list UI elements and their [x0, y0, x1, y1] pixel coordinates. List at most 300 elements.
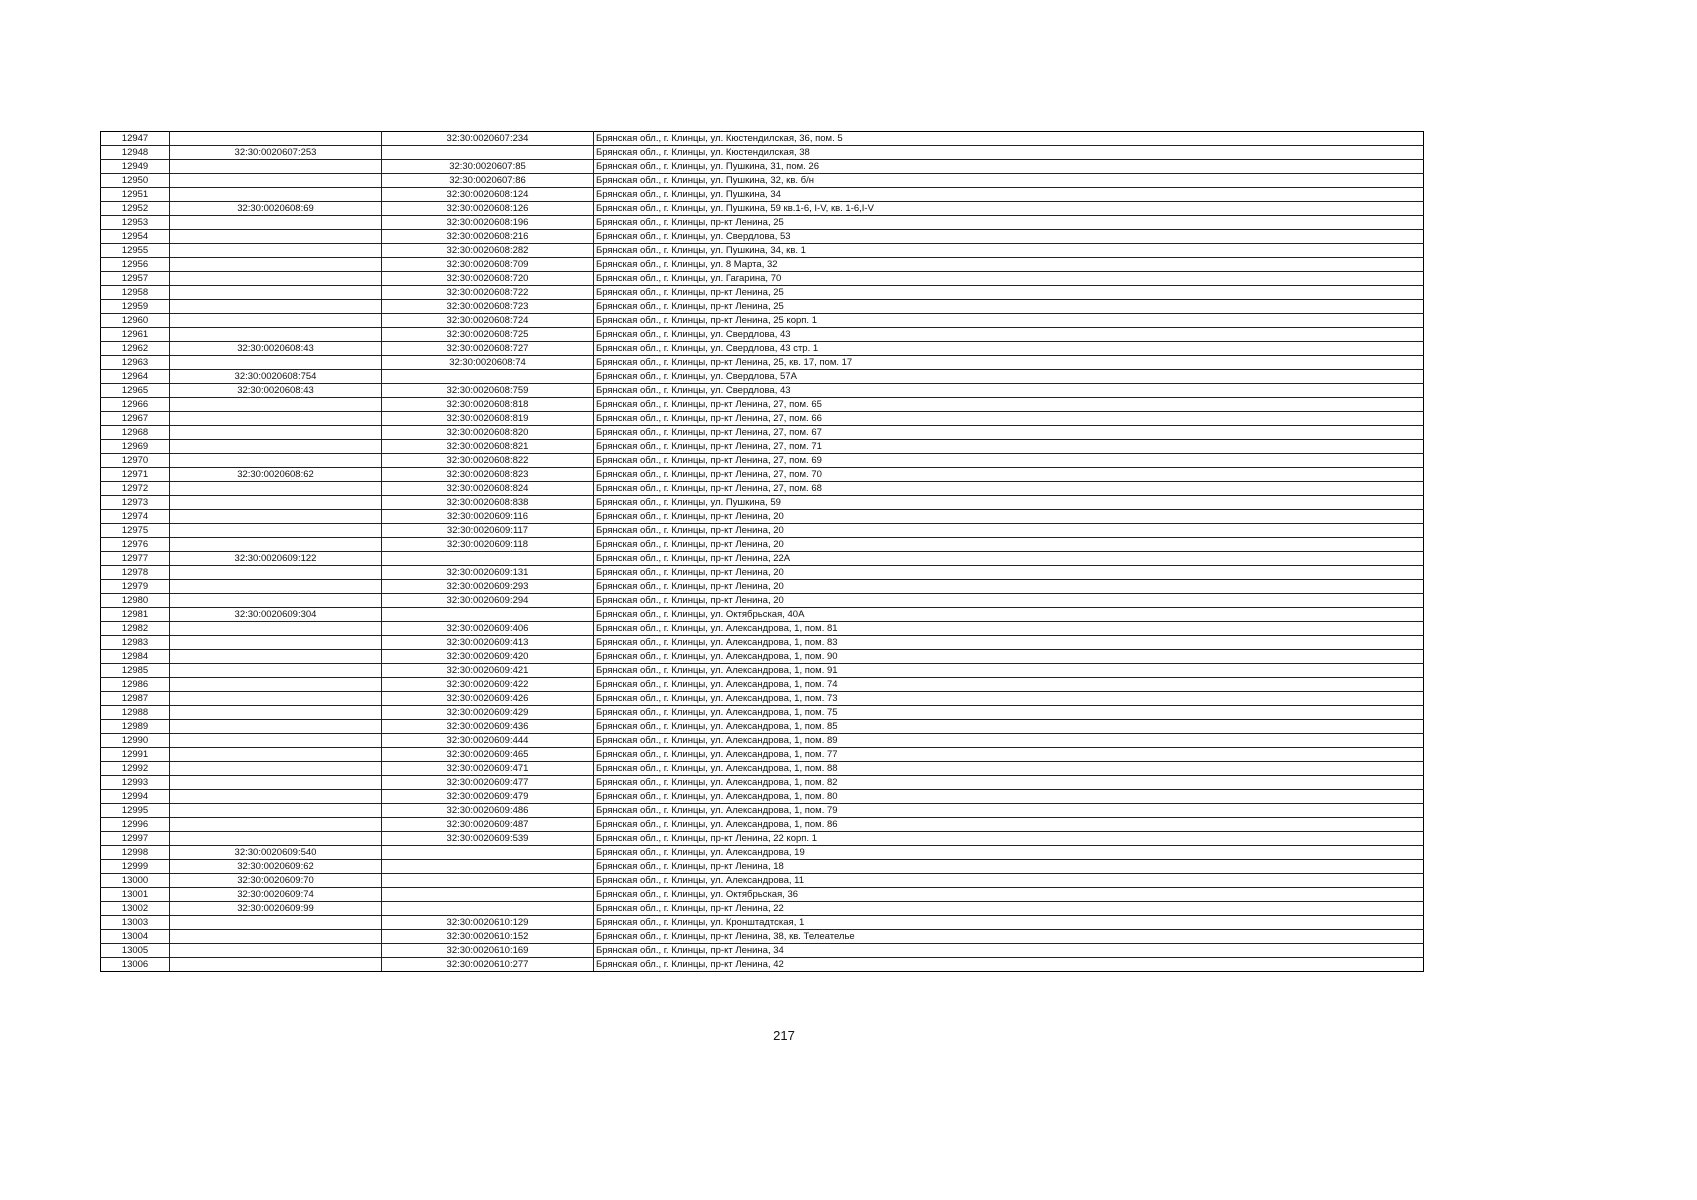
table-row [101, 734, 1424, 748]
parcel-number-cell [170, 188, 382, 202]
row-number-cell: 12965 [101, 384, 170, 398]
row-number-cell: 12994 [101, 790, 170, 804]
object-number-cell: 32:30:0020608:819 [382, 412, 594, 426]
parcel-number-cell [170, 832, 382, 846]
address-cell: Брянская обл., г. Клинцы, ул. Гагарина, 70 [594, 272, 1424, 286]
row-number-cell: 12957 [101, 272, 170, 286]
table-row [101, 342, 1424, 356]
table-row [101, 384, 1424, 398]
table-row [101, 160, 1424, 174]
object-number-cell: 32:30:0020608:725 [382, 328, 594, 342]
parcel-number-cell [170, 216, 382, 230]
table-row [101, 538, 1424, 552]
row-number-cell: 12948 [101, 146, 170, 160]
row-number-cell: 12986 [101, 678, 170, 692]
parcel-number-cell [170, 272, 382, 286]
table-row [101, 412, 1424, 426]
object-number-cell: 32:30:0020608:709 [382, 258, 594, 272]
address-cell: Брянская обл., г. Клинцы, пр-кт Ленина, 27, пом. 68 [594, 482, 1424, 496]
table-row [101, 132, 1424, 146]
table-row [101, 706, 1424, 720]
table-row [101, 762, 1424, 776]
parcel-number-cell [170, 762, 382, 776]
object-number-cell: 32:30:0020609:436 [382, 720, 594, 734]
parcel-number-cell: 32:30:0020608:754 [170, 370, 382, 384]
object-number-cell [382, 874, 594, 888]
address-cell: Брянская обл., г. Клинцы, пр-кт Ленина, 34 [594, 944, 1424, 958]
parcel-number-cell: 32:30:0020609:304 [170, 608, 382, 622]
address-cell: Брянская обл., г. Клинцы, ул. Александрова, 1, пом. 89 [594, 734, 1424, 748]
parcel-number-cell [170, 524, 382, 538]
address-cell: Брянская обл., г. Клинцы, ул. Кронштадтская, 1 [594, 916, 1424, 930]
address-cell: Брянская обл., г. Клинцы, ул. Александрова, 1, пом. 75 [594, 706, 1424, 720]
parcel-number-cell [170, 230, 382, 244]
parcel-number-cell [170, 692, 382, 706]
row-number-cell: 12979 [101, 580, 170, 594]
parcel-number-cell [170, 734, 382, 748]
object-number-cell: 32:30:0020610:152 [382, 930, 594, 944]
row-number-cell: 12976 [101, 538, 170, 552]
object-number-cell: 32:30:0020608:720 [382, 272, 594, 286]
object-number-cell: 32:30:0020609:116 [382, 510, 594, 524]
address-cell: Брянская обл., г. Клинцы, ул. Пушкина, 34, кв. 1 [594, 244, 1424, 258]
object-number-cell: 32:30:0020608:822 [382, 454, 594, 468]
row-number-cell: 12985 [101, 664, 170, 678]
row-number-cell: 12995 [101, 804, 170, 818]
parcel-number-cell [170, 776, 382, 790]
row-number-cell: 12955 [101, 244, 170, 258]
row-number-cell: 12997 [101, 832, 170, 846]
parcel-number-cell [170, 314, 382, 328]
parcel-number-cell [170, 300, 382, 314]
address-cell: Брянская обл., г. Клинцы, ул. Октябрьская, 40А [594, 608, 1424, 622]
address-cell: Брянская обл., г. Клинцы, ул. Александрова, 1, пом. 80 [594, 790, 1424, 804]
row-number-cell: 12980 [101, 594, 170, 608]
row-number-cell: 12975 [101, 524, 170, 538]
row-number-cell: 12952 [101, 202, 170, 216]
table-row [101, 636, 1424, 650]
row-number-cell: 12950 [101, 174, 170, 188]
row-number-cell: 12960 [101, 314, 170, 328]
address-cell: Брянская обл., г. Клинцы, ул. Александрова, 11 [594, 874, 1424, 888]
row-number-cell: 12970 [101, 454, 170, 468]
registry-table [100, 131, 1424, 972]
address-cell: Брянская обл., г. Клинцы, пр-кт Ленина, 27, пом. 66 [594, 412, 1424, 426]
table-row [101, 356, 1424, 370]
table-row [101, 202, 1424, 216]
object-number-cell: 32:30:0020608:838 [382, 496, 594, 510]
row-number-cell: 13004 [101, 930, 170, 944]
table-row [101, 496, 1424, 510]
parcel-number-cell [170, 720, 382, 734]
address-cell: Брянская обл., г. Клинцы, пр-кт Ленина, 22А [594, 552, 1424, 566]
object-number-cell: 32:30:0020608:818 [382, 398, 594, 412]
parcel-number-cell: 32:30:0020607:253 [170, 146, 382, 160]
parcel-number-cell [170, 496, 382, 510]
row-number-cell: 12969 [101, 440, 170, 454]
row-number-cell: 12987 [101, 692, 170, 706]
object-number-cell: 32:30:0020609:294 [382, 594, 594, 608]
row-number-cell: 12956 [101, 258, 170, 272]
address-cell: Брянская обл., г. Клинцы, ул. Кюстендилская, 36, пом. 5 [594, 132, 1424, 146]
address-cell: Брянская обл., г. Клинцы, пр-кт Ленина, 38, кв. Телеателье [594, 930, 1424, 944]
table-row [101, 776, 1424, 790]
table-row [101, 678, 1424, 692]
parcel-number-cell: 32:30:0020608:69 [170, 202, 382, 216]
row-number-cell: 12947 [101, 132, 170, 146]
table-row [101, 468, 1424, 482]
address-cell: Брянская обл., г. Клинцы, пр-кт Ленина, 20 [594, 580, 1424, 594]
object-number-cell: 32:30:0020610:129 [382, 916, 594, 930]
object-number-cell: 32:30:0020610:277 [382, 958, 594, 972]
object-number-cell: 32:30:0020609:421 [382, 664, 594, 678]
object-number-cell [382, 370, 594, 384]
address-cell: Брянская обл., г. Клинцы, ул. Александрова, 1, пом. 79 [594, 804, 1424, 818]
address-cell: Брянская обл., г. Клинцы, пр-кт Ленина, 27, пом. 70 [594, 468, 1424, 482]
parcel-number-cell [170, 580, 382, 594]
address-cell: Брянская обл., г. Клинцы, ул. Александрова, 1, пом. 74 [594, 678, 1424, 692]
table-row [101, 916, 1424, 930]
parcel-number-cell [170, 174, 382, 188]
object-number-cell: 32:30:0020610:169 [382, 944, 594, 958]
address-cell: Брянская обл., г. Клинцы, пр-кт Ленина, 25 [594, 216, 1424, 230]
registry-table-body [101, 132, 1424, 972]
object-number-cell [382, 888, 594, 902]
row-number-cell: 13006 [101, 958, 170, 972]
address-cell: Брянская обл., г. Клинцы, ул. Свердлова, 57А [594, 370, 1424, 384]
object-number-cell: 32:30:0020609:406 [382, 622, 594, 636]
parcel-number-cell [170, 398, 382, 412]
address-cell: Брянская обл., г. Клинцы, пр-кт Ленина, 18 [594, 860, 1424, 874]
row-number-cell: 12951 [101, 188, 170, 202]
object-number-cell: 32:30:0020608:724 [382, 314, 594, 328]
row-number-cell: 13002 [101, 902, 170, 916]
address-cell: Брянская обл., г. Клинцы, ул. Александрова, 1, пом. 73 [594, 692, 1424, 706]
address-cell: Брянская обл., г. Клинцы, ул. Октябрьская, 36 [594, 888, 1424, 902]
object-number-cell: 32:30:0020609:487 [382, 818, 594, 832]
parcel-number-cell: 32:30:0020609:70 [170, 874, 382, 888]
object-number-cell: 32:30:0020608:759 [382, 384, 594, 398]
table-row [101, 720, 1424, 734]
table-row [101, 440, 1424, 454]
table-row [101, 790, 1424, 804]
row-number-cell: 12968 [101, 426, 170, 440]
row-number-cell: 12972 [101, 482, 170, 496]
table-row [101, 244, 1424, 258]
row-number-cell: 12974 [101, 510, 170, 524]
object-number-cell: 32:30:0020609:444 [382, 734, 594, 748]
table-row [101, 846, 1424, 860]
address-cell: Брянская обл., г. Клинцы, ул. Александрова, 19 [594, 846, 1424, 860]
address-cell: Брянская обл., г. Клинцы, пр-кт Ленина, 42 [594, 958, 1424, 972]
object-number-cell: 32:30:0020608:124 [382, 188, 594, 202]
object-number-cell: 32:30:0020608:126 [382, 202, 594, 216]
address-cell: Брянская обл., г. Клинцы, пр-кт Ленина, 27, пом. 67 [594, 426, 1424, 440]
address-cell: Брянская обл., г. Клинцы, ул. Александрова, 1, пом. 90 [594, 650, 1424, 664]
table-row [101, 874, 1424, 888]
table-row [101, 272, 1424, 286]
object-number-cell [382, 552, 594, 566]
parcel-number-cell [170, 930, 382, 944]
parcel-number-cell [170, 132, 382, 146]
parcel-number-cell [170, 678, 382, 692]
row-number-cell: 12964 [101, 370, 170, 384]
parcel-number-cell [170, 818, 382, 832]
row-number-cell: 12978 [101, 566, 170, 580]
address-cell: Брянская обл., г. Клинцы, ул. Свердлова, 43 [594, 384, 1424, 398]
address-cell: Брянская обл., г. Клинцы, ул. Пушкина, 59 кв.1-6, I-V, кв. 1-6,I-V [594, 202, 1424, 216]
address-cell: Брянская обл., г. Клинцы, ул. Александрова, 1, пом. 81 [594, 622, 1424, 636]
parcel-number-cell [170, 916, 382, 930]
address-cell: Брянская обл., г. Клинцы, пр-кт Ленина, 22 корп. 1 [594, 832, 1424, 846]
address-cell: Брянская обл., г. Клинцы, ул. Александрова, 1, пом. 88 [594, 762, 1424, 776]
parcel-number-cell: 32:30:0020609:62 [170, 860, 382, 874]
address-cell: Брянская обл., г. Клинцы, пр-кт Ленина, 20 [594, 524, 1424, 538]
row-number-cell: 12954 [101, 230, 170, 244]
table-row [101, 230, 1424, 244]
address-cell: Брянская обл., г. Клинцы, пр-кт Ленина, 27, пом. 69 [594, 454, 1424, 468]
table-row [101, 510, 1424, 524]
table-row [101, 216, 1424, 230]
row-number-cell: 12996 [101, 818, 170, 832]
table-row [101, 258, 1424, 272]
object-number-cell: 32:30:0020609:117 [382, 524, 594, 538]
object-number-cell [382, 860, 594, 874]
parcel-number-cell [170, 286, 382, 300]
parcel-number-cell [170, 790, 382, 804]
object-number-cell: 32:30:0020608:216 [382, 230, 594, 244]
table-row [101, 174, 1424, 188]
table-row [101, 692, 1424, 706]
address-cell: Брянская обл., г. Клинцы, ул. Александрова, 1, пом. 85 [594, 720, 1424, 734]
object-number-cell: 32:30:0020608:821 [382, 440, 594, 454]
address-cell: Брянская обл., г. Клинцы, пр-кт Ленина, 20 [594, 594, 1424, 608]
page-number: 217 [773, 1028, 795, 1043]
object-number-cell [382, 902, 594, 916]
table-row [101, 888, 1424, 902]
parcel-number-cell [170, 748, 382, 762]
table-row [101, 860, 1424, 874]
parcel-number-cell [170, 594, 382, 608]
table-row [101, 314, 1424, 328]
table-row [101, 454, 1424, 468]
object-number-cell: 32:30:0020607:85 [382, 160, 594, 174]
object-number-cell: 32:30:0020609:486 [382, 804, 594, 818]
parcel-number-cell [170, 804, 382, 818]
table-row [101, 832, 1424, 846]
parcel-number-cell [170, 510, 382, 524]
table-row [101, 930, 1424, 944]
address-cell: Брянская обл., г. Клинцы, пр-кт Ленина, 25 [594, 300, 1424, 314]
row-number-cell: 12984 [101, 650, 170, 664]
row-number-cell: 12989 [101, 720, 170, 734]
address-cell: Брянская обл., г. Клинцы, пр-кт Ленина, 25 [594, 286, 1424, 300]
object-number-cell: 32:30:0020609:477 [382, 776, 594, 790]
parcel-number-cell [170, 636, 382, 650]
table-row [101, 664, 1424, 678]
parcel-number-cell [170, 328, 382, 342]
parcel-number-cell [170, 258, 382, 272]
parcel-number-cell [170, 944, 382, 958]
object-number-cell: 32:30:0020608:727 [382, 342, 594, 356]
row-number-cell: 12963 [101, 356, 170, 370]
parcel-number-cell [170, 622, 382, 636]
row-number-cell: 12992 [101, 762, 170, 776]
row-number-cell: 12988 [101, 706, 170, 720]
address-cell: Брянская обл., г. Клинцы, пр-кт Ленина, 22 [594, 902, 1424, 916]
row-number-cell: 13005 [101, 944, 170, 958]
parcel-number-cell [170, 650, 382, 664]
object-number-cell: 32:30:0020608:824 [382, 482, 594, 496]
address-cell: Брянская обл., г. Клинцы, пр-кт Ленина, 25, кв. 17, пом. 17 [594, 356, 1424, 370]
address-cell: Брянская обл., г. Клинцы, ул. Александрова, 1, пом. 83 [594, 636, 1424, 650]
table-row [101, 370, 1424, 384]
object-number-cell: 32:30:0020607:86 [382, 174, 594, 188]
table-row [101, 524, 1424, 538]
row-number-cell: 12982 [101, 622, 170, 636]
table-row [101, 398, 1424, 412]
address-cell: Брянская обл., г. Клинцы, ул. Пушкина, 31, пом. 26 [594, 160, 1424, 174]
object-number-cell: 32:30:0020609:426 [382, 692, 594, 706]
parcel-number-cell [170, 482, 382, 496]
object-number-cell: 32:30:0020609:471 [382, 762, 594, 776]
parcel-number-cell: 32:30:0020609:540 [170, 846, 382, 860]
address-cell: Брянская обл., г. Клинцы, ул. Свердлова, 43 [594, 328, 1424, 342]
row-number-cell: 12998 [101, 846, 170, 860]
parcel-number-cell [170, 664, 382, 678]
address-cell: Брянская обл., г. Клинцы, ул. Александрова, 1, пом. 77 [594, 748, 1424, 762]
parcel-number-cell [170, 958, 382, 972]
table-row [101, 804, 1424, 818]
object-number-cell: 32:30:0020609:465 [382, 748, 594, 762]
row-number-cell: 12981 [101, 608, 170, 622]
table-row [101, 188, 1424, 202]
parcel-number-cell: 32:30:0020608:43 [170, 384, 382, 398]
address-cell: Брянская обл., г. Клинцы, ул. Александрова, 1, пом. 82 [594, 776, 1424, 790]
parcel-number-cell: 32:30:0020609:74 [170, 888, 382, 902]
table-row [101, 958, 1424, 972]
parcel-number-cell [170, 356, 382, 370]
table-row [101, 594, 1424, 608]
row-number-cell: 12971 [101, 468, 170, 482]
parcel-number-cell [170, 706, 382, 720]
object-number-cell: 32:30:0020608:823 [382, 468, 594, 482]
object-number-cell: 32:30:0020608:196 [382, 216, 594, 230]
parcel-number-cell [170, 566, 382, 580]
object-number-cell: 32:30:0020609:539 [382, 832, 594, 846]
parcel-number-cell [170, 244, 382, 258]
parcel-number-cell: 32:30:0020609:99 [170, 902, 382, 916]
object-number-cell: 32:30:0020608:722 [382, 286, 594, 300]
address-cell: Брянская обл., г. Клинцы, ул. Пушкина, 34 [594, 188, 1424, 202]
object-number-cell: 32:30:0020609:131 [382, 566, 594, 580]
table-row [101, 622, 1424, 636]
table-row [101, 748, 1424, 762]
table-row [101, 482, 1424, 496]
parcel-number-cell [170, 426, 382, 440]
address-cell: Брянская обл., г. Клинцы, пр-кт Ленина, 25 корп. 1 [594, 314, 1424, 328]
address-cell: Брянская обл., г. Клинцы, ул. Кюстендилская, 38 [594, 146, 1424, 160]
address-cell: Брянская обл., г. Клинцы, ул. Свердлова, 53 [594, 230, 1424, 244]
row-number-cell: 12977 [101, 552, 170, 566]
address-cell: Брянская обл., г. Клинцы, пр-кт Ленина, 27, пом. 71 [594, 440, 1424, 454]
parcel-number-cell: 32:30:0020608:43 [170, 342, 382, 356]
table-row [101, 944, 1424, 958]
row-number-cell: 12991 [101, 748, 170, 762]
table-row [101, 566, 1424, 580]
row-number-cell: 12961 [101, 328, 170, 342]
row-number-cell: 12983 [101, 636, 170, 650]
row-number-cell: 12999 [101, 860, 170, 874]
table-row [101, 650, 1424, 664]
object-number-cell: 32:30:0020608:74 [382, 356, 594, 370]
parcel-number-cell [170, 454, 382, 468]
address-cell: Брянская обл., г. Клинцы, пр-кт Ленина, 20 [594, 566, 1424, 580]
table-row [101, 818, 1424, 832]
parcel-number-cell [170, 412, 382, 426]
object-number-cell: 32:30:0020609:422 [382, 678, 594, 692]
object-number-cell [382, 146, 594, 160]
row-number-cell: 12993 [101, 776, 170, 790]
object-number-cell [382, 608, 594, 622]
address-cell: Брянская обл., г. Клинцы, пр-кт Ленина, 20 [594, 538, 1424, 552]
object-number-cell: 32:30:0020607:234 [382, 132, 594, 146]
address-cell: Брянская обл., г. Клинцы, ул. 8 Марта, 32 [594, 258, 1424, 272]
row-number-cell: 12958 [101, 286, 170, 300]
parcel-number-cell: 32:30:0020609:122 [170, 552, 382, 566]
table-row [101, 286, 1424, 300]
parcel-number-cell [170, 538, 382, 552]
address-cell: Брянская обл., г. Клинцы, ул. Александрова, 1, пом. 91 [594, 664, 1424, 678]
address-cell: Брянская обл., г. Клинцы, ул. Пушкина, 59 [594, 496, 1424, 510]
object-number-cell: 32:30:0020609:293 [382, 580, 594, 594]
table-row [101, 580, 1424, 594]
object-number-cell [382, 846, 594, 860]
row-number-cell: 12949 [101, 160, 170, 174]
object-number-cell: 32:30:0020608:282 [382, 244, 594, 258]
object-number-cell: 32:30:0020609:413 [382, 636, 594, 650]
row-number-cell: 13001 [101, 888, 170, 902]
table-row [101, 902, 1424, 916]
address-cell: Брянская обл., г. Клинцы, пр-кт Ленина, 27, пом. 65 [594, 398, 1424, 412]
object-number-cell: 32:30:0020609:429 [382, 706, 594, 720]
address-cell: Брянская обл., г. Клинцы, ул. Пушкина, 32, кв. б/н [594, 174, 1424, 188]
row-number-cell: 12966 [101, 398, 170, 412]
row-number-cell: 12990 [101, 734, 170, 748]
table-row [101, 552, 1424, 566]
table-row [101, 426, 1424, 440]
parcel-number-cell [170, 160, 382, 174]
address-cell: Брянская обл., г. Клинцы, ул. Александрова, 1, пом. 86 [594, 818, 1424, 832]
table-row [101, 146, 1424, 160]
object-number-cell: 32:30:0020609:420 [382, 650, 594, 664]
object-number-cell: 32:30:0020608:820 [382, 426, 594, 440]
table-row [101, 608, 1424, 622]
address-cell: Брянская обл., г. Клинцы, пр-кт Ленина, 20 [594, 510, 1424, 524]
row-number-cell: 12967 [101, 412, 170, 426]
table-row [101, 300, 1424, 314]
row-number-cell: 12959 [101, 300, 170, 314]
table-row [101, 328, 1424, 342]
parcel-number-cell [170, 440, 382, 454]
row-number-cell: 12973 [101, 496, 170, 510]
object-number-cell: 32:30:0020609:118 [382, 538, 594, 552]
row-number-cell: 13003 [101, 916, 170, 930]
row-number-cell: 12962 [101, 342, 170, 356]
row-number-cell: 12953 [101, 216, 170, 230]
object-number-cell: 32:30:0020608:723 [382, 300, 594, 314]
object-number-cell: 32:30:0020609:479 [382, 790, 594, 804]
